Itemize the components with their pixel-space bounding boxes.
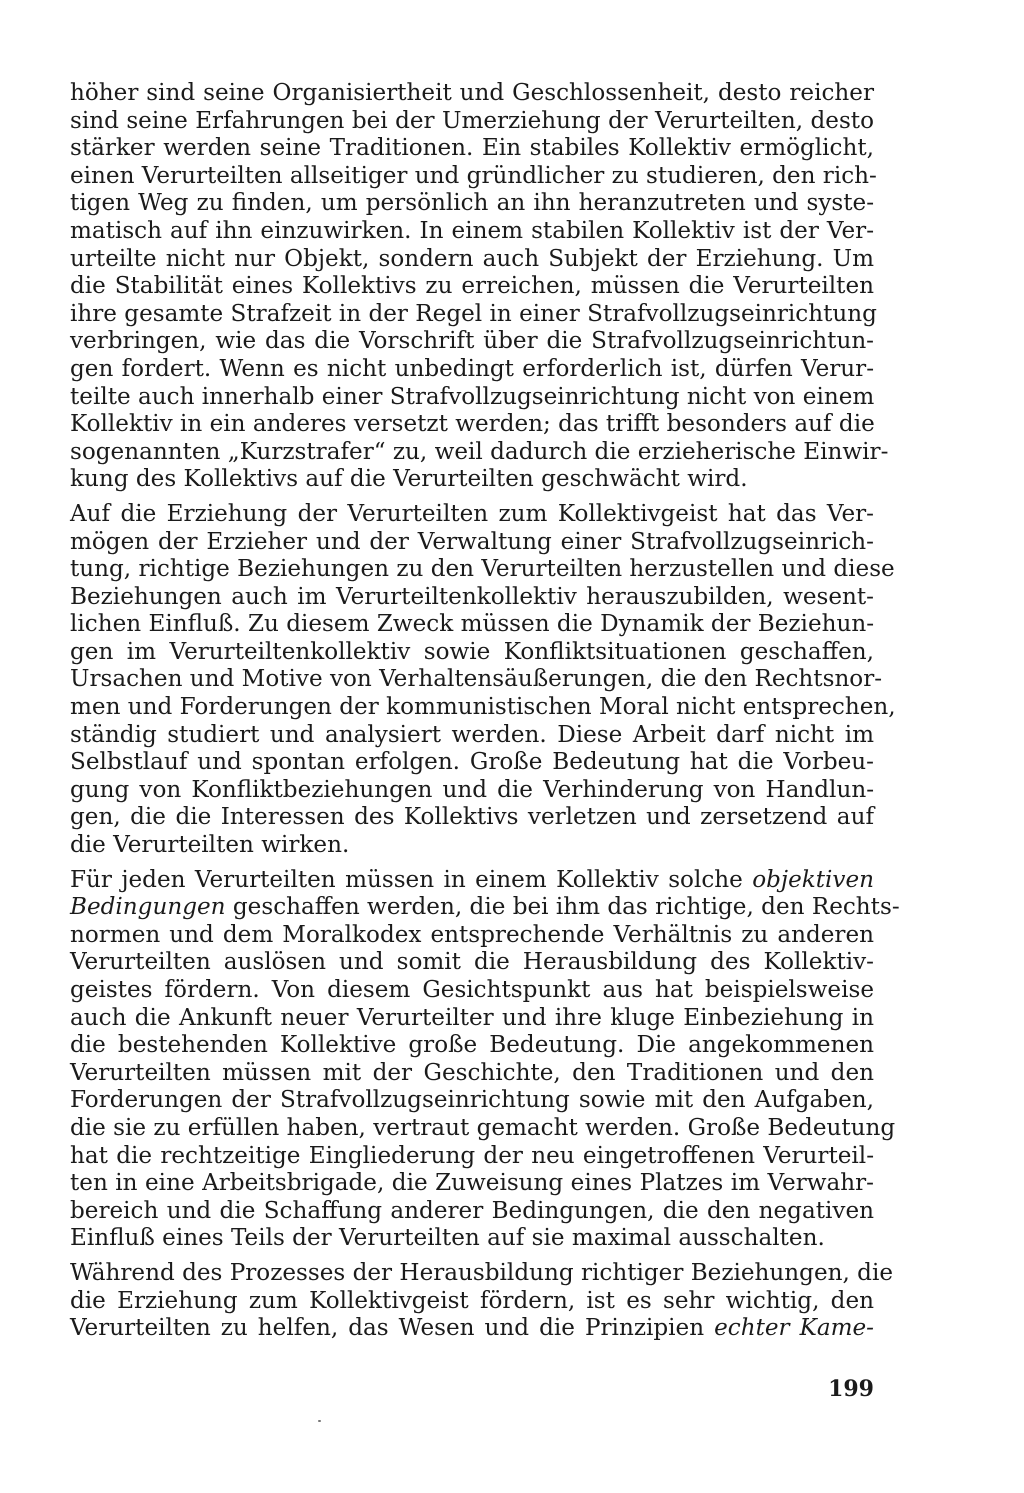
text-line: urteilte nicht nur Objekt, sondern auch Subjekt der Erziehung. Um [70,245,874,272]
text-line: gung von Konfliktbeziehungen und die Verhinderung von Handlun- [70,776,874,803]
text-line: auch die Ankunft neuer Verurteilter und ihre kluge Einbeziehung in [70,1004,874,1031]
text-line: men und Forderungen der kommunistischen Moral nicht entsprechen, [70,694,896,721]
text-line: stärker werden seine Traditionen. Ein stabiles Kollektiv ermöglicht, [70,135,874,162]
text-line: lichen Einfluß. Zu diesem Zweck müssen die Dynamik der Beziehun- [70,611,875,638]
text-run: geschaffen werden, die bei ihm das richtige, den Rechts- [225,894,900,921]
text-line: verbringen, wie das die Vorschrift über die Strafvollzugseinrichtun- [70,328,874,355]
text-line: Einfluß eines Teils der Verurteilten auf sie maximal ausschalten. [70,1225,825,1252]
text-line: Selbstlauf und spontan erfolgen. Große Bedeutung hat die Vorbeu- [70,749,874,776]
paragraph [70,1259,894,1343]
paragraph [70,866,900,1253]
text-line: Während des Prozesses der Herausbildung richtiger Beziehungen, die [70,1259,894,1286]
text-line: Ursachen und Motive von Verhaltensäußerungen, die den Rechtsnor- [70,666,883,693]
text-line: ten in eine Arbeitsbrigade, die Zuweisung eines Platzes im Verwahr- [70,1170,874,1197]
text-line: sind seine Erfahrungen bei der Umerziehung der Verurteilten, desto [70,107,874,134]
text-line: die Verurteilten wirken. [70,832,350,859]
text-line: die Stabilität eines Kollektivs zu erreichen, müssen die Verurteilten [70,273,874,300]
text-line: hat die rechtzeitige Eingliederung der neu eingetroffenen Verurteil- [70,1142,874,1169]
text-line: Verurteilten müssen mit der Geschichte, den Traditionen und den [70,1059,874,1086]
text-line [70,867,874,895]
text-line: geistes fördern. Von diesem Gesichtspunkt aus hat beispielsweise [70,977,874,1003]
text-line: mögen der Erzieher und der Verwaltung einer Strafvollzugseinrich- [70,528,874,555]
text-line: ständig studiert und analysiert werden. Diese Arbeit darf nicht im [70,721,874,748]
emphasis-run: Bedingungen [70,894,226,921]
text-line: Kollektiv in ein anderes versetzt werden; das trifft besonders auf die [70,411,875,438]
text-line: matisch auf ihn einzuwirken. In einem stabilen Kollektiv ist der Ver- [70,217,874,244]
text-line: die bestehenden Kollektive große Bedeutung. Die angekommenen [70,1032,874,1059]
text-line: kung des Kollektivs auf die Verurteilten geschwächt wird. [70,466,748,493]
text-line: Forderungen der Strafvollzugseinrichtung sowie mit den Aufgaben, [70,1087,874,1114]
text-line: tung, richtige Beziehungen zu den Verurteilten herzustellen und diese [70,556,895,583]
text-line [70,1315,874,1343]
text-line: die Erziehung zum Kollektivgeist fördern, ist es sehr wichtig, den [70,1287,874,1314]
text-line: tigen Weg zu finden, um persönlich an ihn heranzutreten und syste- [70,190,874,217]
text-line: teilte auch innerhalb einer Strafvollzugseinrichtung nicht von einem [70,383,875,410]
text-line: ihre gesamte Strafzeit in der Regel in einer Strafvollzugseinrichtung [70,300,877,327]
text-line: Auf die Erziehung der Verurteilten zum Kollektivgeist hat das Ver- [70,500,874,527]
text-line: die sie zu erfüllen haben, vertraut gemacht werden. Große Bedeutung [70,1114,896,1141]
text-line: bereich und die Schaffung anderer Bedingungen, die den negativen [70,1197,874,1224]
text-line: höher sind seine Organisiertheit und Geschlossenheit, desto reicher [70,80,874,106]
text-line: einen Verurteilten allseitiger und gründlicher zu studieren, den rich- [70,162,877,189]
text-line: gen fordert. Wenn es nicht unbedingt erforderlich ist, dürfen Verur- [70,355,874,382]
text-line: normen und dem Moralkodex entsprechende Verhältnis zu anderen [70,921,874,948]
text-line: Beziehungen auch im Verurteiltenkollektiv herauszubilden, wesent- [70,583,874,610]
text-line: Verurteilten auslösen und somit die Herausbildung des Kollektiv- [70,949,874,976]
page-number: 199 [828,1376,874,1402]
paragraph [70,80,889,494]
text-line: gen, die die Interessen des Kollektivs verletzen und zersetzend auf [70,804,874,831]
emphasis-run: objektiven [752,866,874,893]
page-body [70,80,900,1343]
text-line: sogenannten „Kurzstrafer“ zu, weil dadurch die erzieherische Einwir- [70,438,889,465]
emphasis-run: echter Kame- [714,1315,874,1342]
text-run: Verurteilten zu helfen, das Wesen und die Prinzipien [70,1315,715,1342]
text-line [70,894,900,922]
text-line: gen im Verurteiltenkollektiv sowie Konfliktsituationen geschaffen, [70,638,874,665]
paragraph [70,500,896,860]
text-run: Für jeden Verurteilten müssen in einem Kollektiv solche [70,866,753,893]
scan-speck [318,1420,321,1422]
